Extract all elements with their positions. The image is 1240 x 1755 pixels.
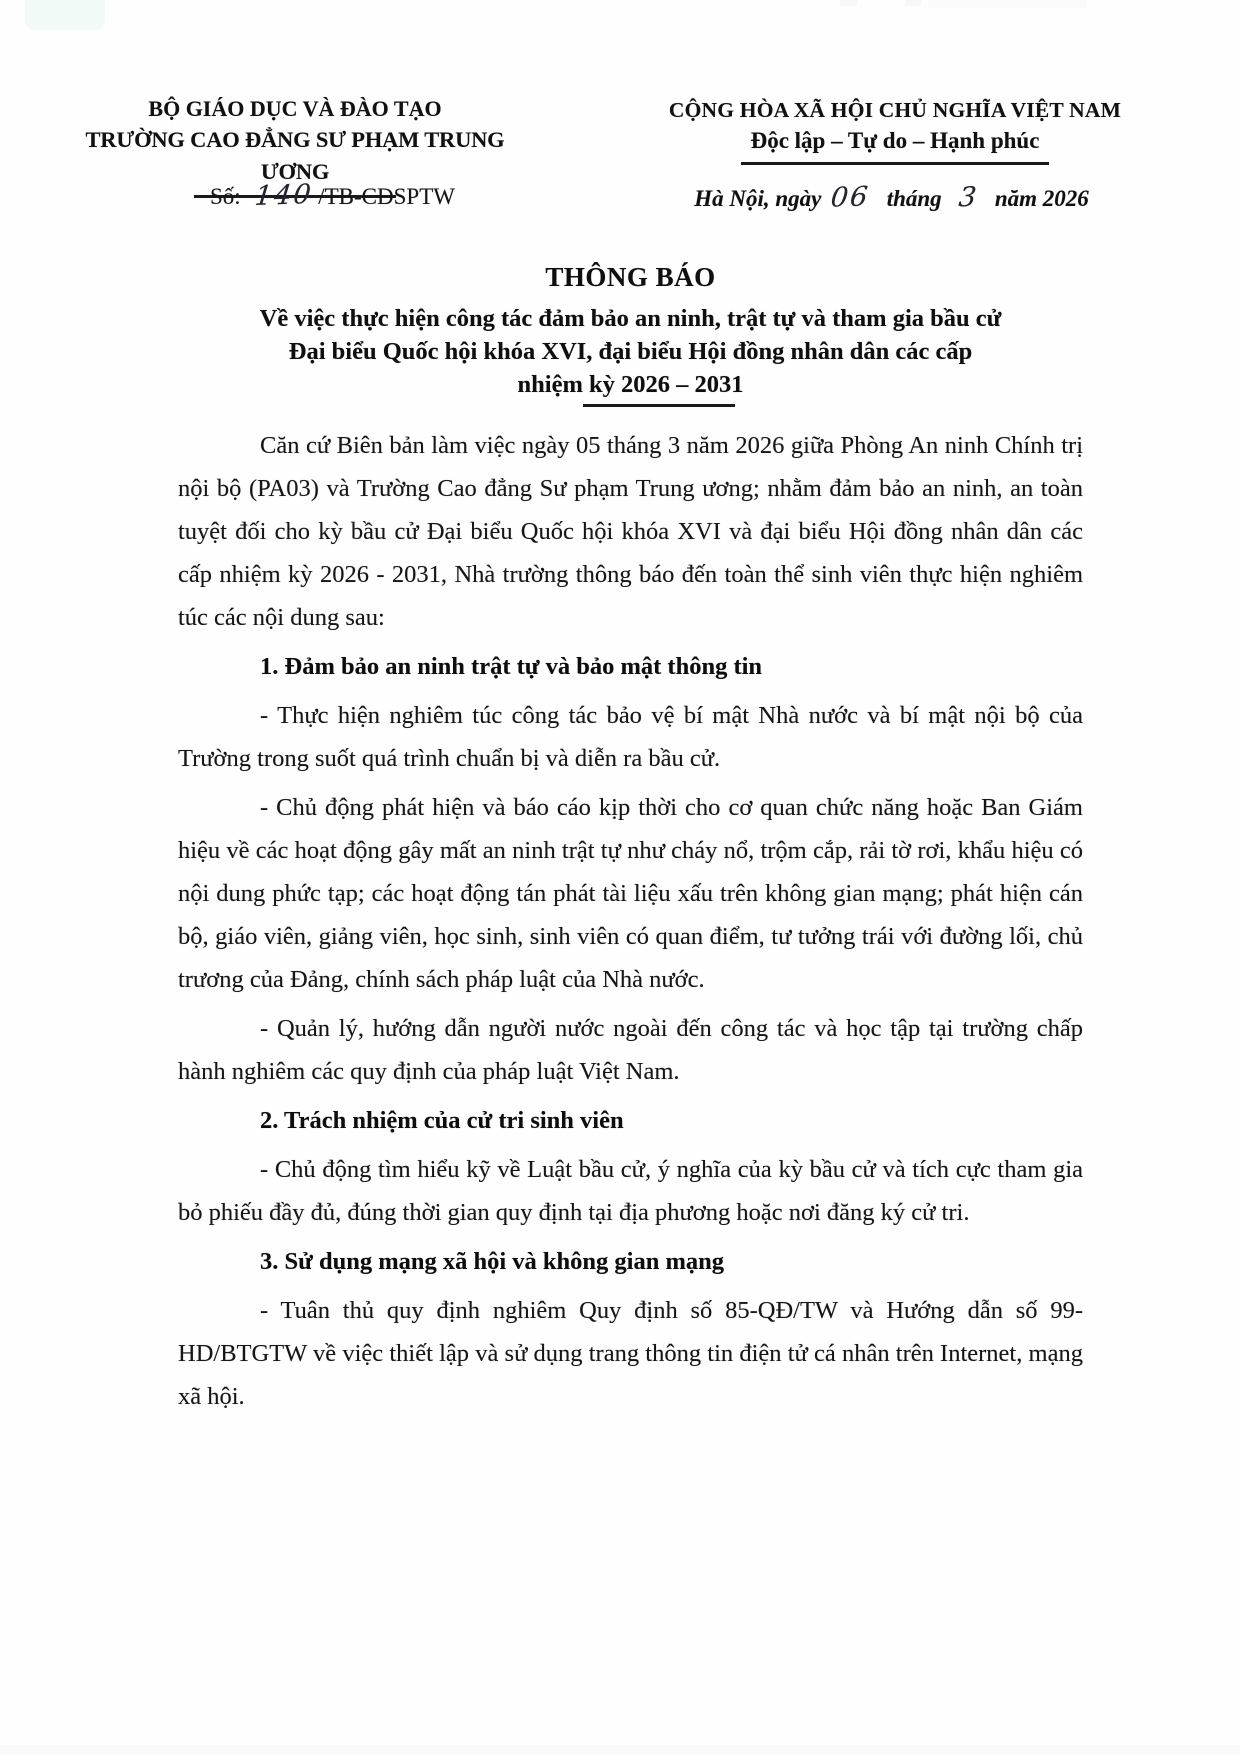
section-3-item-1: - Tuân thủ quy định nghiêm Quy định số 85-QĐ/TW và Hướng dẫn số 99-HD/BTGTW về việc thiết lập và sử dụng trang thông tin điện tử cá nhân trên Internet, mạng xã hội. bbox=[178, 1297, 1083, 1410]
parent-agency-name: BỘ GIÁO DỤC VÀ ĐÀO TẠO bbox=[148, 96, 442, 121]
document-body bbox=[178, 424, 1083, 1424]
motto-underline bbox=[741, 162, 1049, 165]
document-number-suffix: /TB-CĐSPTW bbox=[318, 184, 455, 209]
document-title-block bbox=[178, 262, 1083, 407]
section-2-heading: 2. Trách nhiệm của cử tri sinh viên bbox=[260, 1107, 624, 1134]
national-header-block bbox=[630, 96, 1160, 213]
document-number-handwritten: 140 bbox=[252, 179, 314, 212]
scan-artifact-top-left bbox=[25, 0, 105, 30]
scan-artifact-top-right bbox=[905, 0, 921, 6]
scan-artifact-bottom-edge bbox=[0, 1745, 1240, 1755]
section-1-heading: 1. Đảm bảo an ninh trật tự và bảo mật thông tin bbox=[260, 653, 763, 680]
scan-artifact-top-right-bar bbox=[928, 0, 1087, 8]
national-motto: Độc lập – Tự do – Hạnh phúc bbox=[750, 128, 1040, 153]
title-underline bbox=[583, 404, 735, 407]
document-type-title: THÔNG BÁO bbox=[545, 262, 716, 292]
document-subject-line-3: nhiệm kỳ 2026 – 2031 bbox=[517, 371, 744, 398]
paragraph-preamble: Căn cứ Biên bản làm việc ngày 05 tháng 3 năm 2026 giữa Phòng An ninh Chính trị nội bộ (PA03) và Trường Cao đẳng Sư phạm Trung ương; nhằm đảm bảo an ninh, an toàn tuyệt đối cho kỳ bầu cử Đại biểu Quốc hội khóa XVI và đại biểu Hội đồng nhân dân các cấp nhiệm kỳ 2026 - 2031, Nhà trường thông báo đến toàn thể sinh viên thực hiện nghiêm túc các nội dung sau: bbox=[178, 432, 1083, 631]
scan-artifact-top-right bbox=[840, 0, 857, 6]
document-number-label: Số: bbox=[210, 184, 241, 209]
date-year: năm 2026 bbox=[994, 185, 1089, 211]
place-date-line bbox=[630, 182, 1160, 213]
issuing-agency-name: TRƯỜNG CAO ĐẲNG SƯ PHẠM TRUNG ƯƠNG bbox=[85, 127, 505, 184]
date-month-word: tháng bbox=[886, 185, 942, 211]
section-1-item-1: - Thực hiện nghiêm túc công tác bảo vệ bí mật Nhà nước và bí mật nội bộ của Trường trong suốt quá trình chuẩn bị và diễn ra bầu cử. bbox=[178, 702, 1083, 772]
country-name: CỘNG HÒA XÃ HỘI CHỦ NGHĨA VIỆT NAM bbox=[668, 98, 1122, 122]
document-subject-line-2: Đại biểu Quốc hội khóa XVI, đại biểu Hội đồng nhân dân các cấp bbox=[288, 338, 973, 365]
date-prefix: Hà Nội, ngày bbox=[694, 185, 822, 211]
section-3-heading: 3. Sử dụng mạng xã hội và không gian mạng bbox=[260, 1248, 725, 1275]
section-1-item-2: - Chủ động phát hiện và báo cáo kịp thời cho cơ quan chức năng hoặc Ban Giám hiệu về các hoạt động gây mất an ninh trật tự như cháy nổ, trộm cắp, rải tờ rơi, khẩu hiệu có nội dung phức tạp; các hoạt động tán phát tài liệu xấu trên không gian mạng; phát hiện cán bộ, giáo viên, giảng viên, học sinh, sinh viên có quan điểm, tư tưởng trái với đường lối, chủ trương của Đảng, chính sách pháp luật của Nhà nước. bbox=[178, 794, 1083, 993]
document-subject-line-1: Về việc thực hiện công tác đảm bảo an ninh, trật tự và tham gia bầu cử bbox=[259, 305, 1002, 332]
date-day-handwritten: 06 bbox=[829, 180, 872, 214]
section-2-item-1: - Chủ động tìm hiểu kỹ về Luật bầu cử, ý nghĩa của kỳ bầu cử và tích cực tham gia bỏ phiếu đầy đủ, đúng thời gian quy định tại địa phương hoặc nơi đăng ký cử tri. bbox=[178, 1156, 1083, 1226]
section-1-item-3: - Quản lý, hướng dẫn người nước ngoài đến công tác và học tập tại trường chấp hành nghiêm các quy định của pháp luật Việt Nam. bbox=[178, 1015, 1083, 1085]
document-number-line bbox=[210, 180, 455, 211]
date-month-handwritten: 3 bbox=[956, 181, 980, 213]
